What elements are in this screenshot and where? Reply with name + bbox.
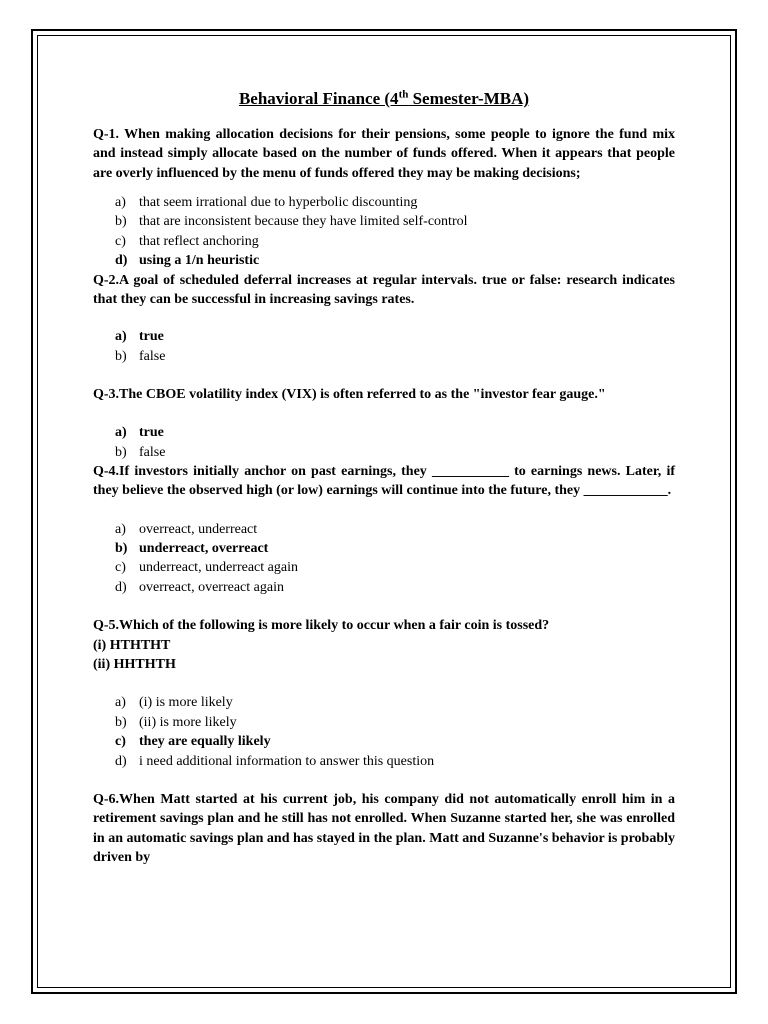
question-6: Q-6.When Matt started at his current job, his company did not automatically enroll him in a retirement savings plan and he still has not enrolled. When Suzanne started her, she was enrolled in an automatic savings plan and has stayed in the plan. Matt and Suzanne's behavior is probably driven by [93, 791, 675, 865]
q4-option-c: c) underreact, underreact again [115, 560, 298, 576]
question-2: Q-2.A goal of scheduled deferral increases at regular intervals. true or false: research indicates that they can be successful in increasing savings rates. [93, 272, 675, 307]
q3-options [93, 423, 675, 462]
q5-option-a: a) (i) is more likely [115, 695, 233, 711]
question-4: Q-4.If investors initially anchor on past earnings, they ___________ to earnings news. Later, if they believe the observed high (or low) earnings will continue into the future, they ____________. [93, 464, 675, 499]
q5-option-d: d) i need additional information to answer this question [115, 753, 435, 769]
q4-option-d: d) overreact, overreact again [115, 579, 284, 595]
q4-option-a: a) overreact, underreact [115, 521, 258, 537]
q1-option-d-answer: d) using a 1/n heuristic [115, 253, 260, 269]
q3-option-a-answer: a) true [115, 425, 164, 441]
q2-options [93, 327, 675, 366]
q5-sequence-ii: (ii) HHTHTH [93, 656, 176, 672]
q2-option-a-answer: a) true [115, 329, 164, 345]
q5-option-c-answer: c) they are equally likely [115, 734, 271, 750]
title-superscript: th [398, 88, 409, 101]
question-5: Q-5.Which of the following is more likely to occur when a fair coin is tossed? [93, 618, 550, 634]
question-1: Q-1. When making allocation decisions for their pensions, some people to ignore the fund mix and instead simply allocate based on the number of funds offered. When it appears that people are overly influenced by the menu of funds offered they may be making decisions; [93, 127, 675, 181]
document-title [93, 88, 675, 110]
question-3: Q-3.The CBOE volatility index (VIX) is often referred to as the "investor fear gauge." [93, 386, 606, 402]
q1-option-a: a) that seem irrational due to hyperbolic discounting [115, 194, 418, 210]
q1-option-c: c) that reflect anchoring [115, 233, 259, 249]
q1-option-b: b) that are inconsistent because they have limited self-control [115, 214, 468, 230]
title-text: Behavioral Finance (4 [238, 89, 399, 108]
q5-options [93, 693, 675, 771]
document-body [93, 88, 675, 867]
q1-options [93, 193, 675, 271]
title-text-rest: Semester-MBA) [408, 89, 530, 108]
q4-options [93, 520, 675, 598]
q5-sequence-i: (i) HTHTHT [93, 637, 171, 653]
q2-option-b: b) false [115, 348, 166, 364]
q5-option-b: b) (ii) is more likely [115, 714, 237, 730]
q4-option-b-answer: b) underreact, overreact [115, 541, 269, 557]
q3-option-b: b) false [115, 444, 166, 460]
